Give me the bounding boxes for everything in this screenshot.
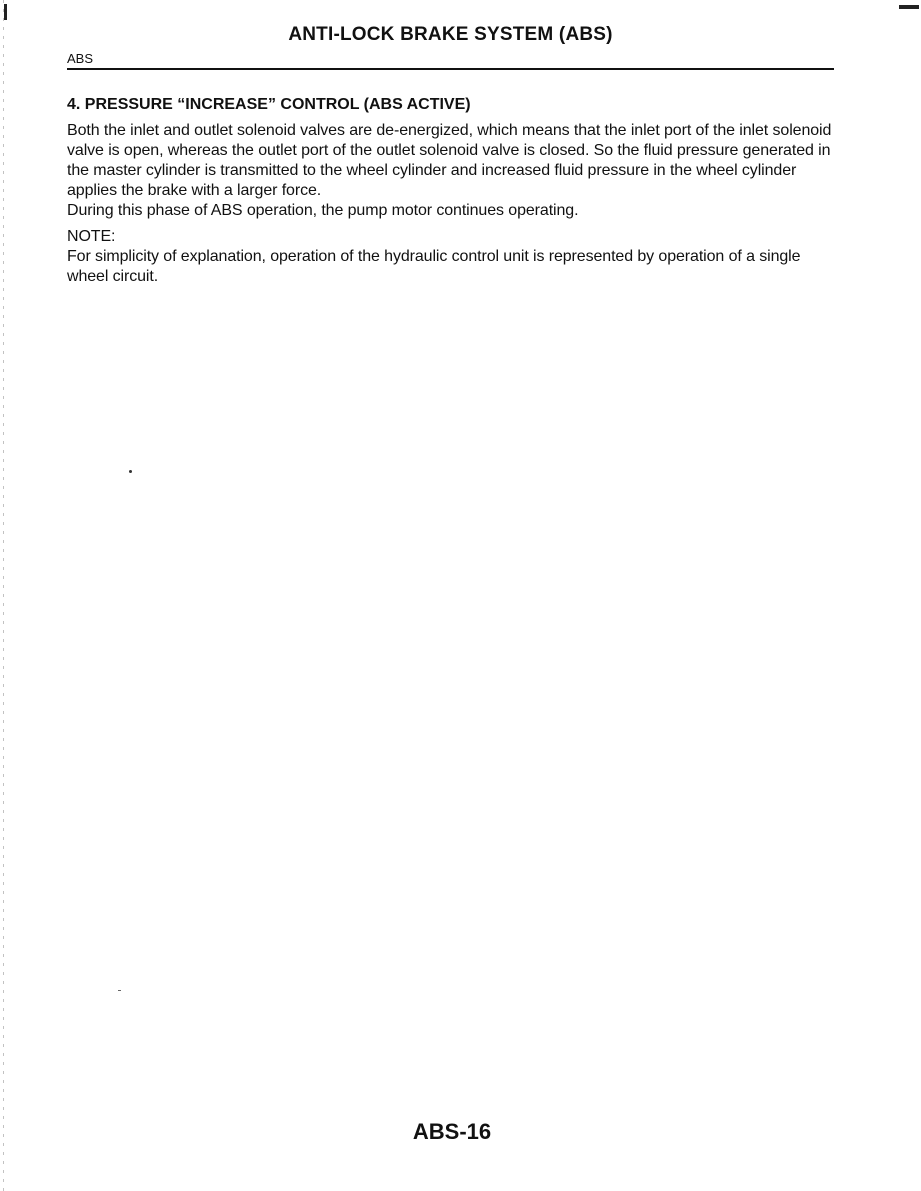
header-rule [67,68,834,70]
scan-speck [129,470,132,473]
section-heading: 4. PRESSURE “INCREASE” CONTROL (ABS ACTIVE) [67,96,471,113]
corner-mark-left [4,4,7,20]
note-label: NOTE: [67,228,116,245]
body-paragraph-pump: During this phase of ABS operation, the pump motor continues operating. [67,202,579,219]
binder-edge [3,0,4,1191]
body-paragraph: Both the inlet and outlet solenoid valves are de-energized, which means that the inlet port of the inlet solenoid valve is open, whereas the outlet port of the outlet solenoid valve is closed. So the fluid pressure generated in the master cylinder is transmitted to the wheel cylinder and increased fluid pressure in the wheel cylinder applies the brake with a larger force. [67,122,832,199]
page-title: ANTI-LOCK BRAKE SYSTEM (ABS) [288,24,613,45]
corner-mark-right [899,5,919,9]
page-number: ABS-16 [412,1119,492,1144]
section-tag: ABS [67,51,94,66]
scan-speck [118,990,121,991]
note-text: For simplicity of explanation, operation of the hydraulic control unit is represented by operation of a single wheel circuit. [67,248,801,285]
main-content [67,94,837,287]
